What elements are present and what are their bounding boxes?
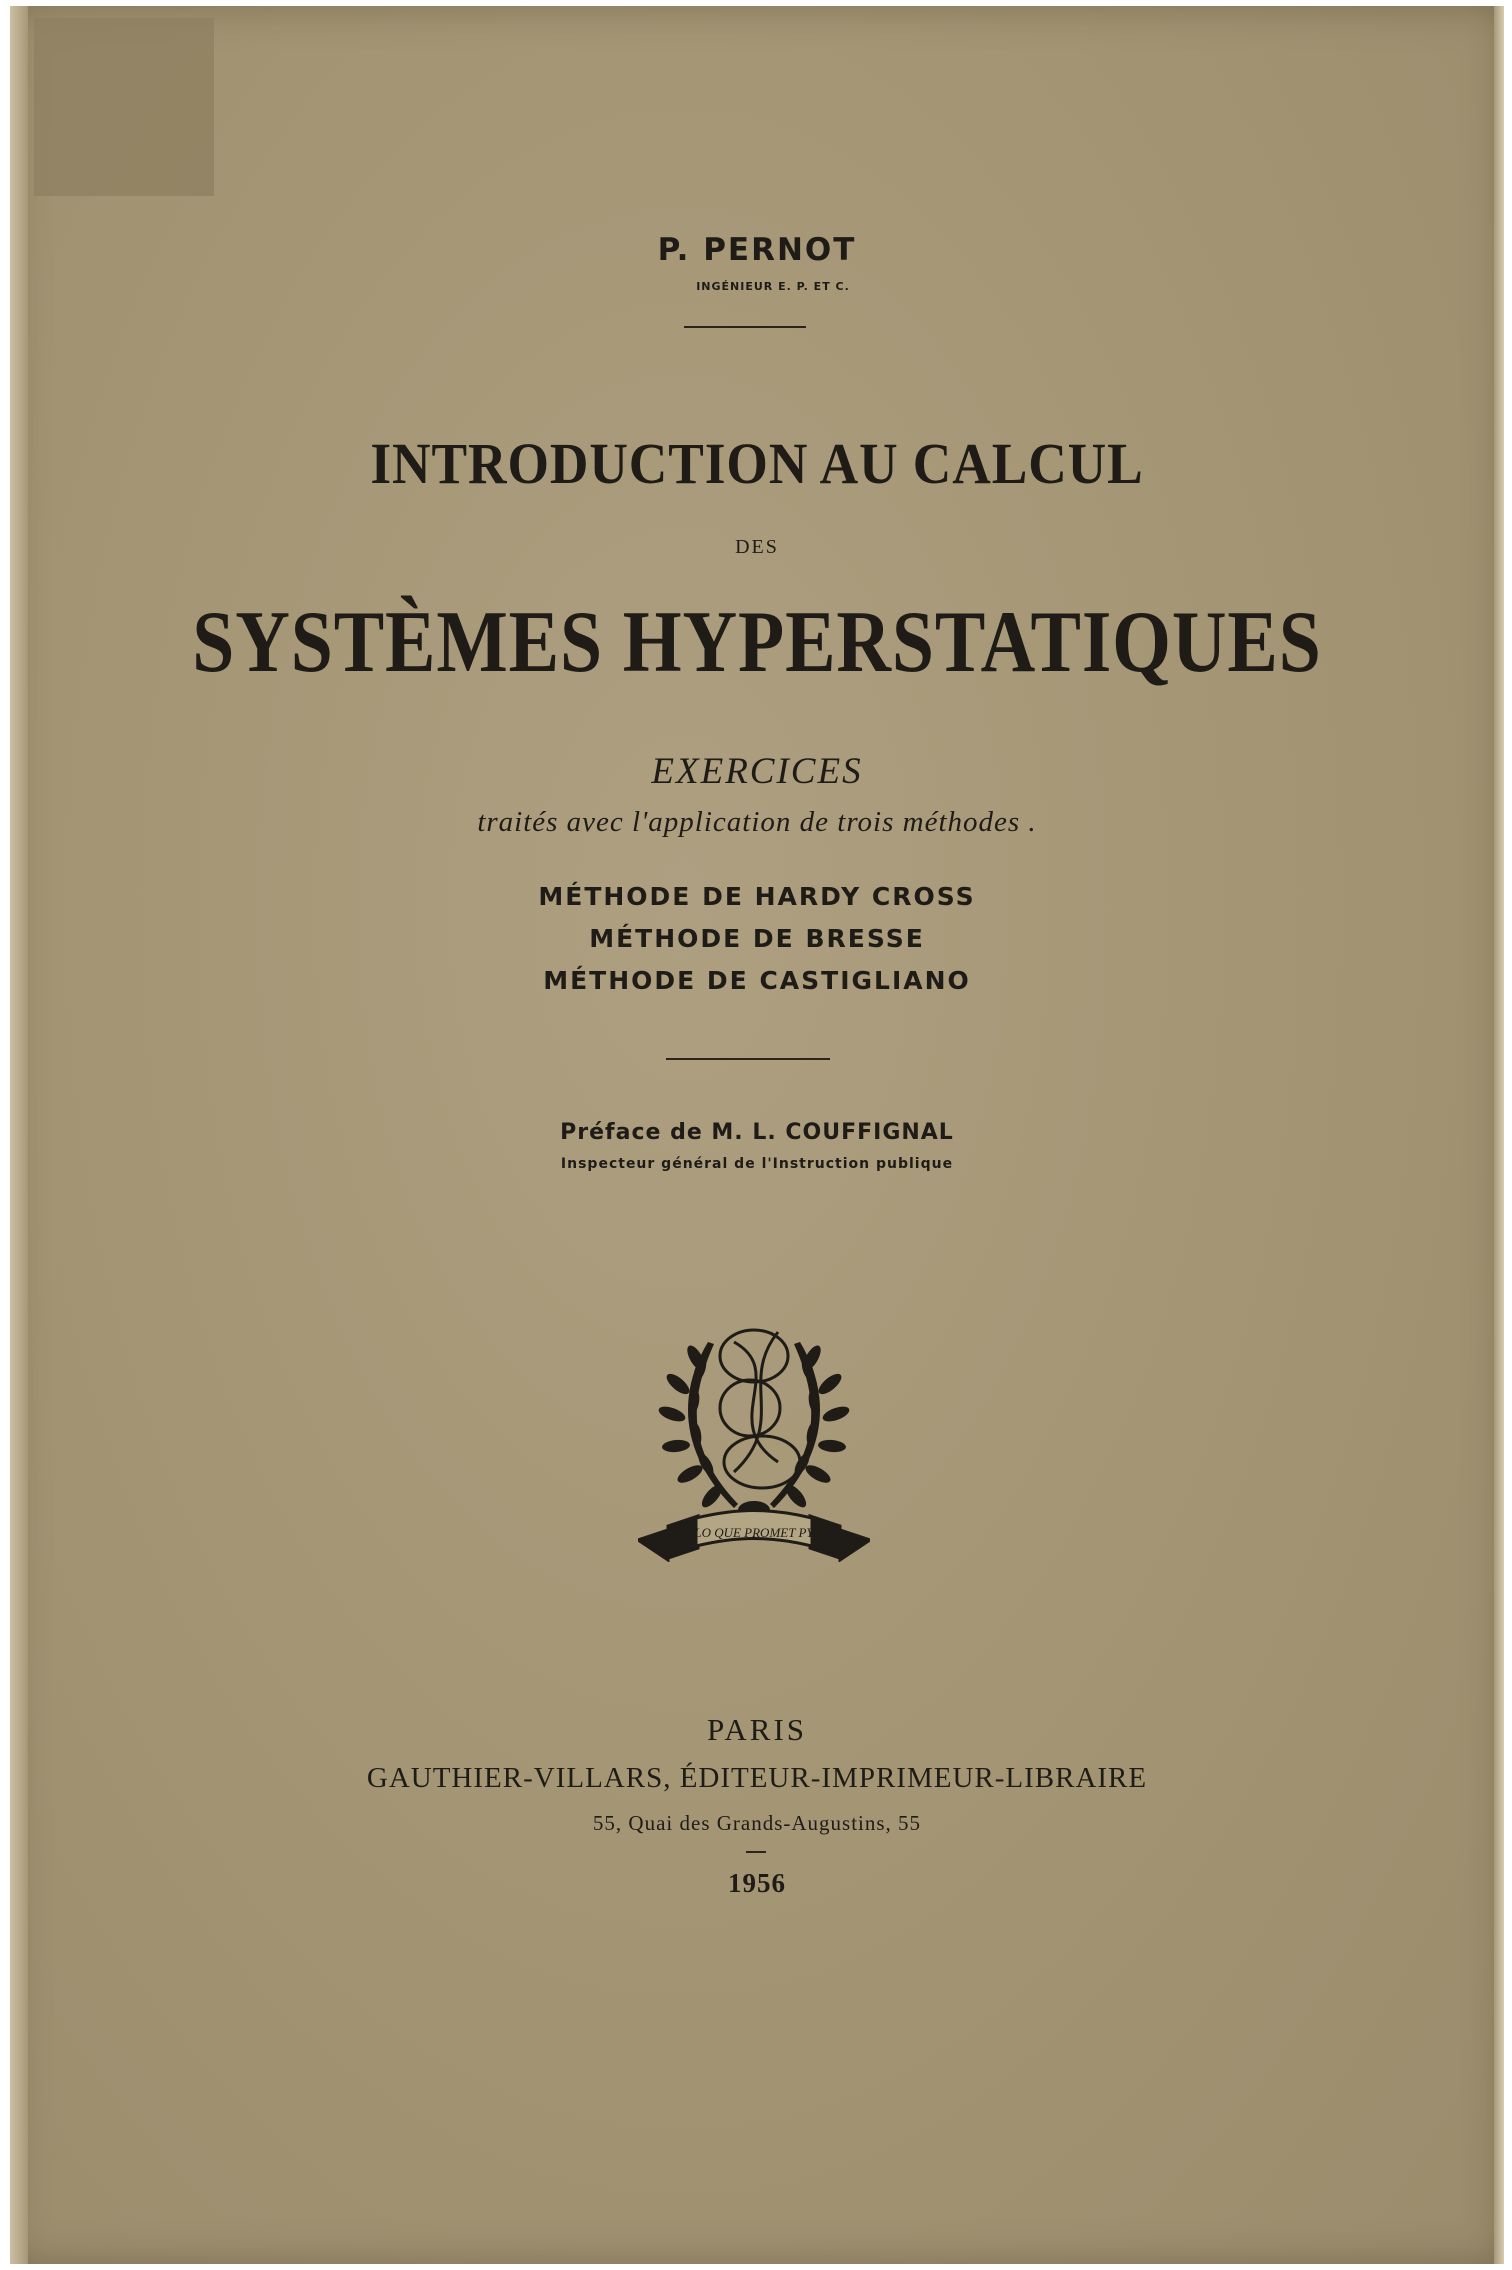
label-patch (34, 18, 214, 196)
title-connector: DES (735, 536, 779, 558)
method-castigliano: MÉTHODE DE CASTIGLIANO (543, 966, 971, 995)
exercices-heading: EXERCICES (651, 751, 863, 792)
title-line-2: SYSTÈMES HYPERSTATIQUES (192, 594, 1322, 691)
publisher-address: 55, Quai des Grands-Augustins, 55 (592, 1811, 922, 1835)
subtitle: traités avec l'application de trois méthodes . (477, 806, 1037, 838)
divider-rule (666, 1058, 830, 1060)
method-bresse: MÉTHODE DE BRESSE (589, 924, 925, 953)
book-cover (10, 6, 1504, 2264)
preface-credit: Préface de M. L. COUFFIGNAL (560, 1120, 954, 1145)
author-credential: INGÉNIEUR E. P. ET C. (696, 280, 850, 293)
preface-author-role: Inspecteur général de l'Instruction publique (560, 1156, 954, 1172)
publisher-city: PARIS (706, 1712, 808, 1747)
publisher-name: GAUTHIER-VILLARS, ÉDITEUR-IMPRIMEUR-LIBRAIRE (366, 1762, 1148, 1794)
publication-year: 1956 (728, 1868, 786, 1898)
emblem-motto: LO QUE PROMET PY (694, 1525, 814, 1540)
divider-rule (746, 1851, 766, 1853)
title-line-1: INTRODUCTION AU CALCUL (370, 431, 1144, 496)
author-name: P. PERNOT (657, 232, 857, 268)
laurel-wreath-monogram-icon (638, 1312, 870, 1562)
method-hardy-cross: MÉTHODE DE HARDY CROSS (538, 882, 976, 911)
divider-rule (684, 326, 806, 328)
